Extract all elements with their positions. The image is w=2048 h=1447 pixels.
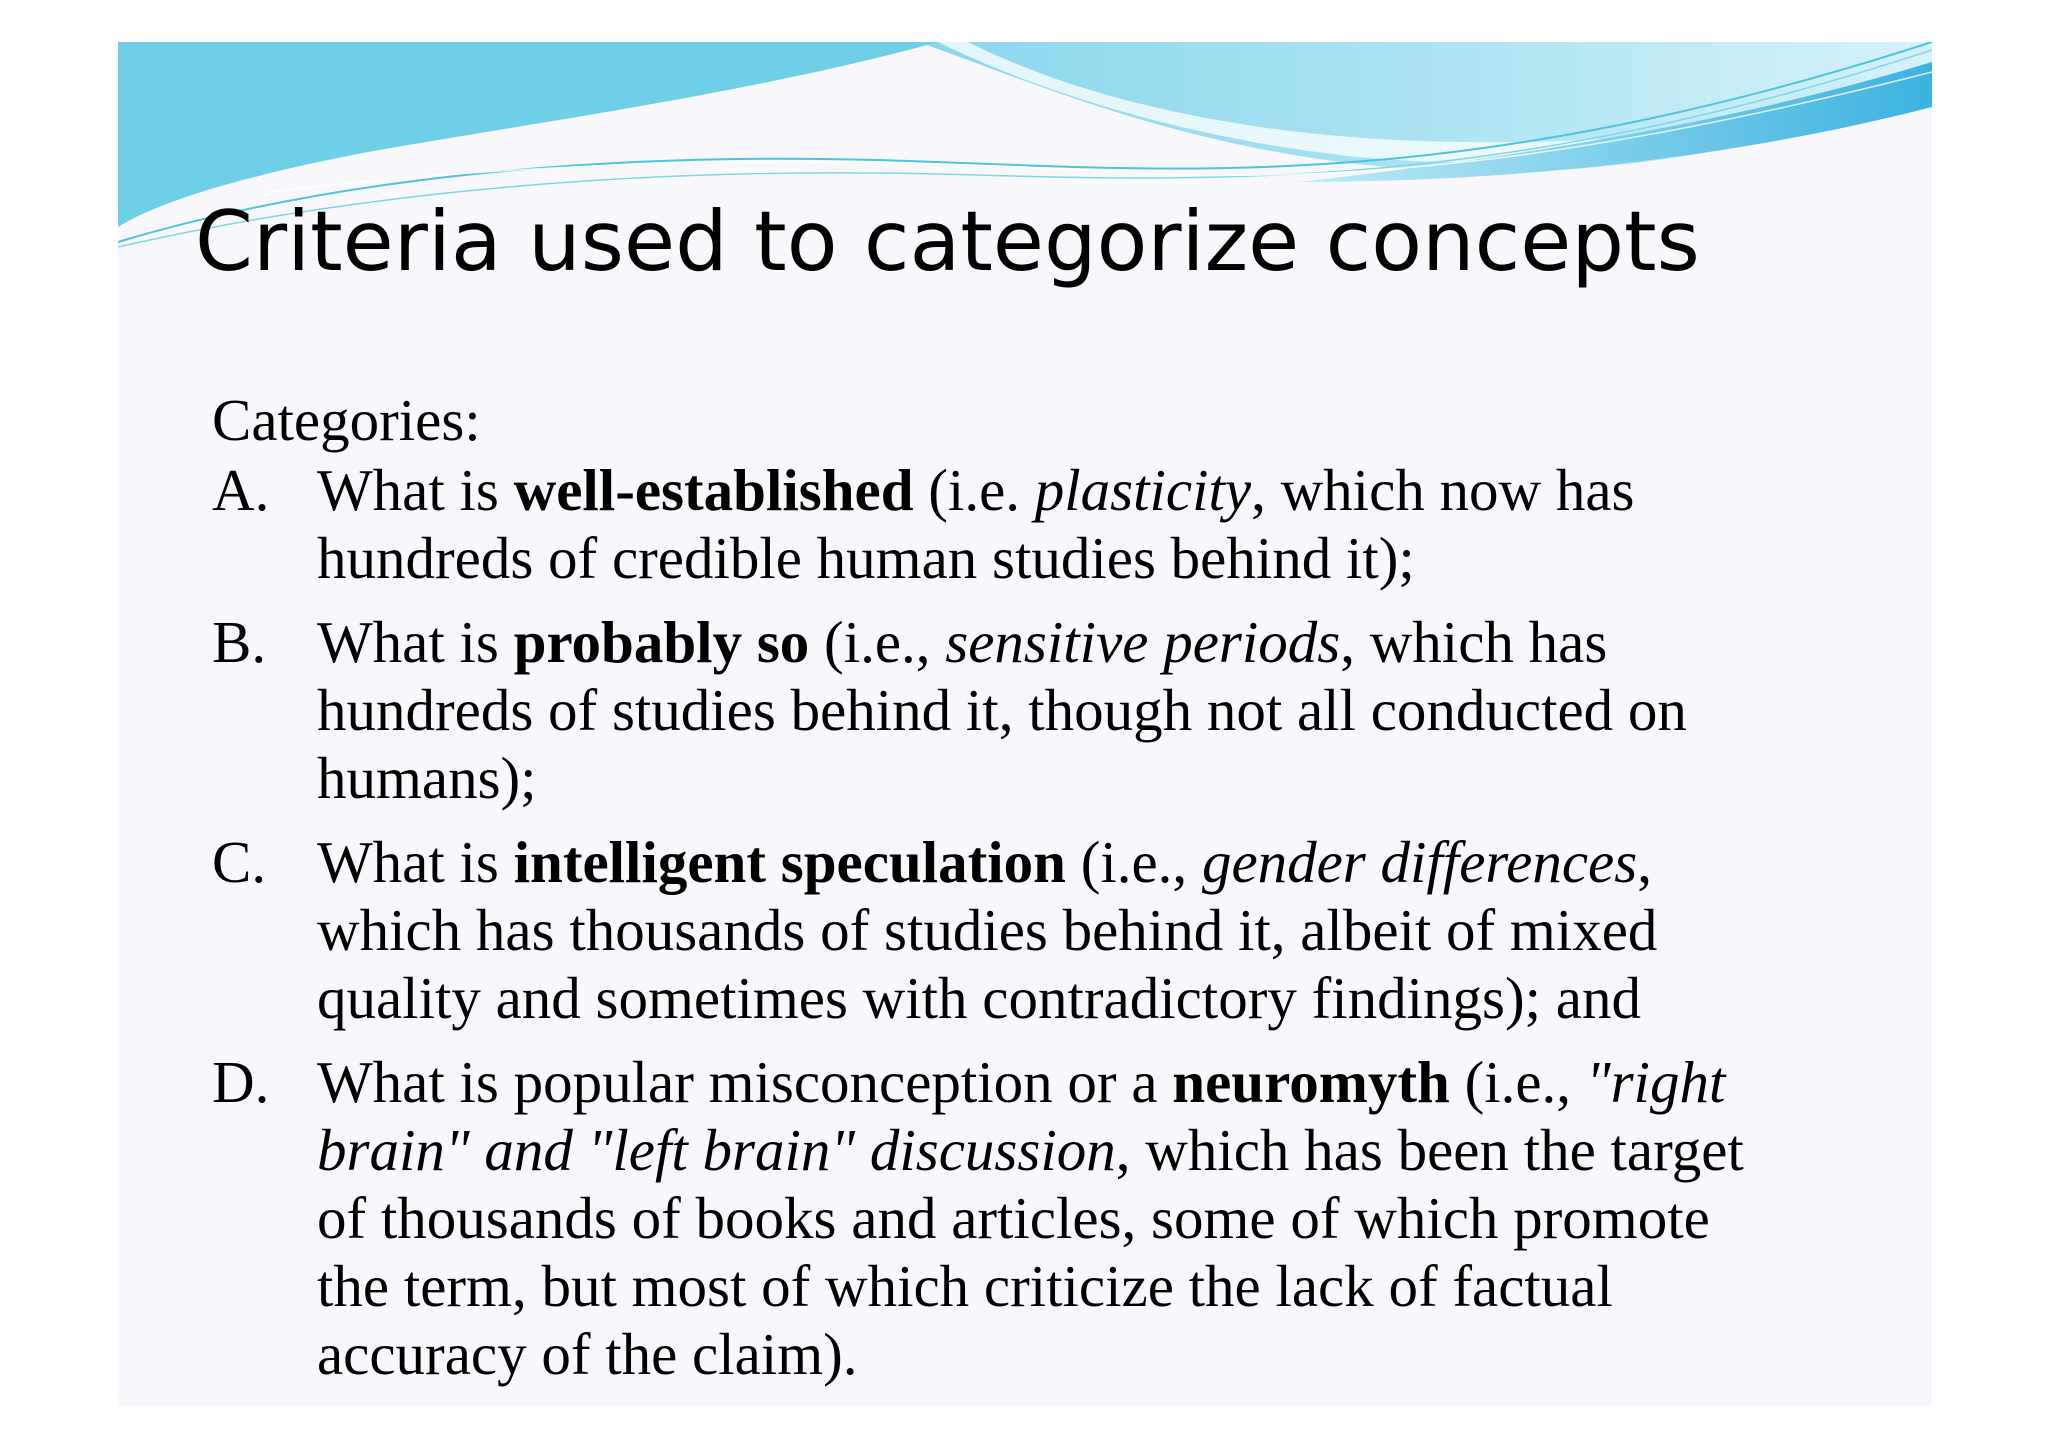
item-line: of thousands of books and articles, some of which promote: [317, 1185, 1710, 1251]
list-marker: B.: [212, 609, 267, 675]
category-term: neuromyth: [1172, 1049, 1450, 1115]
example-term: plasticity: [1034, 457, 1252, 523]
slide-title: Criteria used to categorize concepts: [195, 193, 1700, 290]
example-term: gender differences: [1201, 829, 1638, 895]
item-line: hundreds of studies behind it, though not all conducted on: [317, 677, 1687, 743]
categories-label: Categories:: [212, 387, 481, 453]
list-marker: D.: [212, 1049, 270, 1115]
category-term: probably so: [513, 609, 810, 675]
item-line: accuracy of the claim).: [317, 1321, 858, 1387]
list-marker: A.: [212, 457, 270, 523]
example-term: brain" and "left brain" discussion: [317, 1117, 1116, 1183]
category-term: intelligent speculation: [513, 829, 1066, 895]
example-term: "right: [1585, 1049, 1726, 1115]
slide-body: [212, 386, 1872, 1404]
item-line: which has thousands of studies behind it, albeit of mixed: [317, 897, 1658, 963]
item-line: the term, but most of which criticize the lack of factual: [317, 1253, 1613, 1319]
item-line: humans);: [317, 745, 537, 811]
item-line: What is well-established (i.e. plasticity, which now has: [317, 457, 1635, 523]
item-line: What is popular misconception or a neuromyth (i.e., "right: [317, 1049, 1726, 1115]
list-item: [212, 608, 1872, 812]
item-line: brain" and "left brain" discussion, which has been the target: [317, 1117, 1744, 1183]
list-marker: C.: [212, 829, 267, 895]
item-line: What is probably so (i.e., sensitive periods, which has: [317, 609, 1608, 675]
item-line: hundreds of credible human studies behind it);: [317, 525, 1415, 591]
item-line: quality and sometimes with contradictory findings); and: [317, 965, 1641, 1031]
list-item: [212, 1048, 1872, 1388]
category-term: well-established: [513, 457, 914, 523]
list-item: [212, 456, 1872, 592]
slide: [118, 42, 1932, 1406]
example-term: sensitive periods: [945, 609, 1341, 675]
criteria-list: [212, 456, 1872, 1388]
list-item: [212, 828, 1872, 1032]
item-line: What is intelligent speculation (i.e., gender differences,: [317, 829, 1652, 895]
